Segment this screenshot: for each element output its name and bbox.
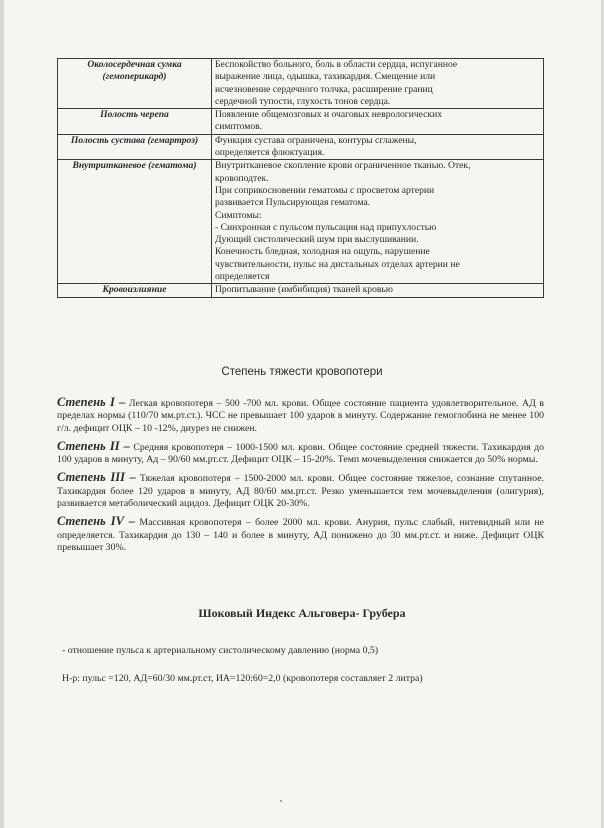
cell-line: Конечность бледная, холодная на ощупь, нарушение <box>215 246 430 258</box>
scan-speck <box>280 800 282 802</box>
bleeding-localization-table <box>57 58 544 298</box>
table-row <box>58 160 544 284</box>
table-cell-name <box>58 134 212 160</box>
cell-line: Функция сустава ограничена, контуры сглажены, <box>215 134 417 146</box>
cell-line: чувствительности, пульс на дистальных отделах артерии не <box>215 258 460 270</box>
degree-paragraph <box>57 440 544 467</box>
table-cell-name <box>58 284 212 297</box>
cell-line: исчезновение сердечного толчка, расширение границ <box>215 83 433 95</box>
table-row <box>58 109 544 135</box>
cell-line: сердечной тупости, глухость тонов сердца. <box>215 95 391 107</box>
table-cell-desc <box>212 59 544 109</box>
cell-line: Внутритканевое скопление крови ограниченное тканью. Отек, <box>215 160 471 172</box>
table-row <box>58 134 544 160</box>
cell-line: кровоподтек. <box>215 172 269 184</box>
cell-line: определяется флюктуация. <box>215 147 325 159</box>
degree-label: Степень I – <box>57 395 126 409</box>
degree-paragraph <box>57 515 544 554</box>
table-row <box>58 59 544 109</box>
cell-line: Симптомы: <box>215 209 262 221</box>
table-cell-name <box>58 109 212 135</box>
cell-text: Внутритканевое (гематома) <box>72 160 197 172</box>
degree-paragraph <box>57 396 544 435</box>
cell-line: Дующий систолический шум при выслушивании. <box>215 234 419 246</box>
table-cell-desc <box>212 284 544 297</box>
table-cell-name <box>58 160 212 284</box>
cell-text: Кровоизлияние <box>102 284 167 296</box>
cell-line: При соприкосновении гематомы с просветом артерии <box>215 184 435 196</box>
section-heading-shock-index: Шоковый Индекс Альговера- Грубера <box>198 606 406 620</box>
cell-line: определяется <box>215 271 270 283</box>
degree-text: Массивная кровопотеря – более 2000 мл. крови. Анурия, пульс слабый, нитевидный или не определяется. Тахикардия до 130 – 140 и более в минуту, АД понижено до 30 мм.рт.ст. и ниже. Дефицит ОЦК превышает 30%. <box>57 517 545 553</box>
cell-text: Полость черепа <box>100 109 169 121</box>
table-cell-desc <box>212 160 544 284</box>
page-edge <box>0 0 4 828</box>
degree-text: Легкая кровопотеря – 500 -700 мл. крови. Общее состояние пациента удовлетворительное. АД в пределах нормы (110/70 мм.рт.ст.). ЧСС не превышает 100 ударов в минуту. Содержание гемоглобина не менее 100 г/л. дефицит ОЦК – 10 -12%, диурез не снижен. <box>57 398 545 434</box>
cell-text: Полость сустава (гемартроз) <box>70 134 199 146</box>
shock-index-example: Н-р: пульс =120, АД=60/30 мм.рт.ст, ИА=120:60=2,0 (кровопотеря составляет 2 литра) <box>62 673 423 684</box>
degree-list <box>57 396 544 559</box>
cell-line: - Синхронная с пульсом пульсация над припухлостью <box>215 221 437 233</box>
cell-line: выражение лица, одышка, тахикардия. Смещение или <box>215 71 436 83</box>
cell-line: развивается Пульсирующая гематома. <box>215 197 371 209</box>
shock-index-definition: - отношение пульса к артериальному систолическому давлению (норма 0,5) <box>62 645 379 656</box>
degree-text: Средняя кровопотеря – 1000-1500 мл. крови. Общее состояние средней тяжести. Тахикардия до 100 ударов в минуту, Ад – 90/60 мм.рт.ст. Дефицит ОЦК – 15-20%. Темп мочевыделения снижается до 50% нормы. <box>57 441 544 466</box>
degree-paragraph <box>57 471 544 510</box>
section-heading-blood-loss: Степень тяжести кровопотери <box>221 366 383 378</box>
degree-label: Степень III – <box>57 470 136 485</box>
cell-line: Пропитывание (имбибиция) тканей кровью <box>215 284 393 296</box>
table-cell-desc <box>212 109 544 135</box>
cell-line: симптомов. <box>215 121 263 133</box>
cell-line: Появление общемозговых и очаговых неврологических <box>215 109 443 121</box>
degree-label: Степень IV – <box>57 514 136 529</box>
cell-text: Околосердечная сумка (гемоперикард) <box>87 59 182 83</box>
degree-label: Степень II – <box>57 438 130 453</box>
cell-line: Беспокойство больного, боль в области сердца, испуганное <box>215 59 458 70</box>
degree-text: Тяжелая кровопотеря – 1500-2000 мл. крови. Общее состояние тяжелое, сознание спутанное. Тахикардия более 120 ударов в минуту, АД 80/60 мм.рт.ст. Резко уменьшается тем мочевыделения (олигурия), развивается метаболический ацидоз. Дефицит ОЦК 20-30%. <box>57 473 544 510</box>
table-row <box>58 284 544 297</box>
table-cell-desc <box>212 134 544 160</box>
table-cell-name <box>58 59 212 109</box>
